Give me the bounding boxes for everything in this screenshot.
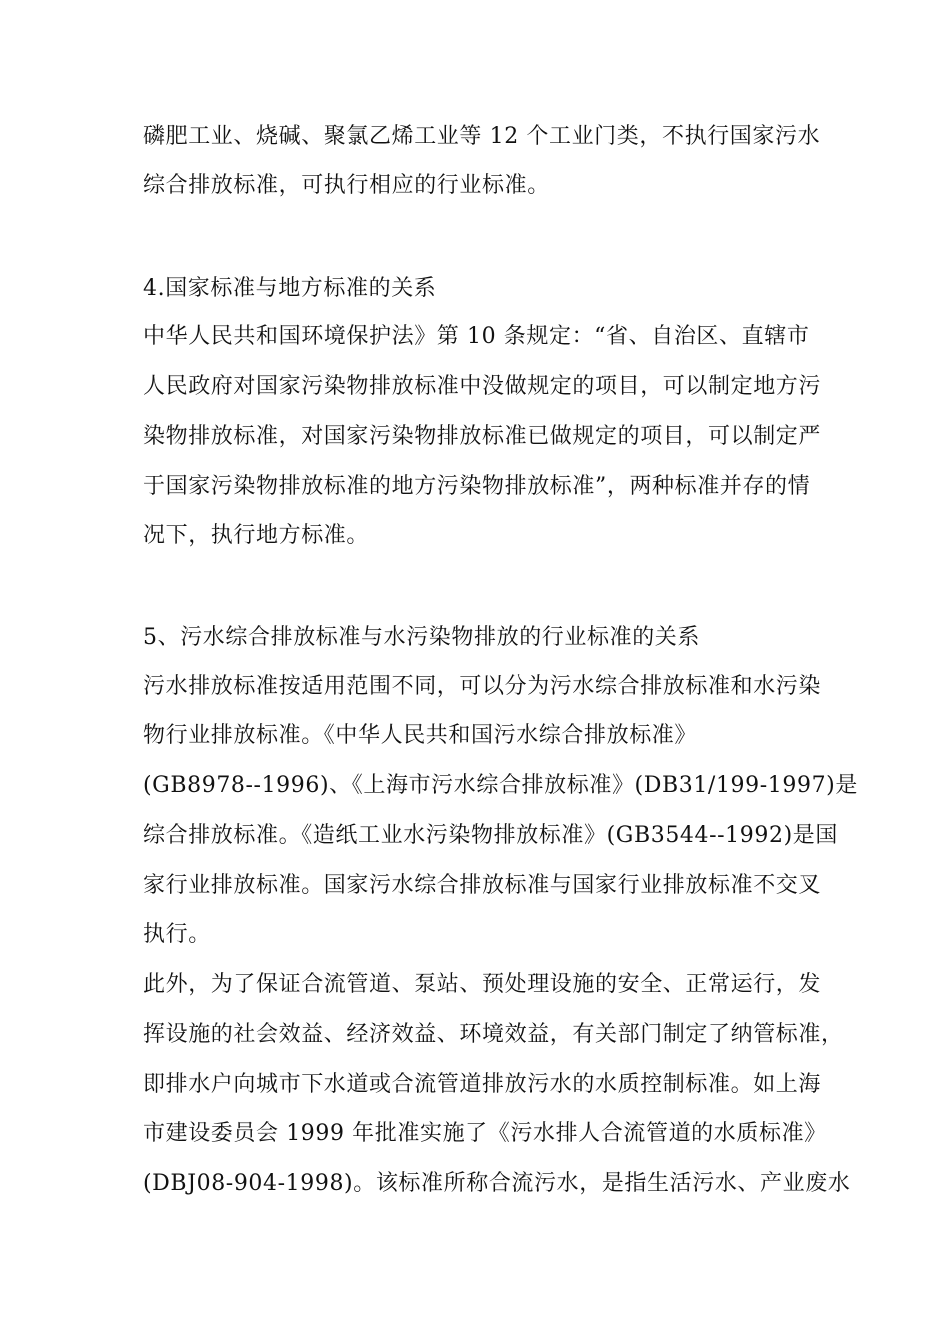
- text-line: 中华人民共和国环境保护法》第 10 条规定：“省、自治区、直辖市: [143, 324, 810, 349]
- text-line: 污水排放标准按适用范围不同，可以分为污水综合排放标准和水污染: [143, 674, 822, 699]
- text-line: (GB8978--1996)、《上海市污水综合排放标准》(DB31/199-1997)是: [143, 773, 858, 798]
- text-line: 人民政府对国家污染物排放标准中没做规定的项目，可以制定地方污: [143, 374, 822, 399]
- text-line: 即排水户向城市下水道或合流管道排放污水的水质控制标准。如上海: [143, 1072, 822, 1097]
- text-line: 此外，为了保证合流管道、泵站、预处理设施的安全、正常运行，发: [143, 972, 822, 997]
- text-line: 综合排放标准。《造纸工业水污染物排放标准》(GB3544--1992)是国: [143, 823, 838, 848]
- text-line: 况下，执行地方标准。: [143, 523, 370, 548]
- text-line: 挥设施的社会效益、经济效益、环境效益，有关部门制定了纳管标准，: [143, 1022, 844, 1047]
- text-line: 执行。: [143, 922, 211, 947]
- text-line: 磷肥工业、烧碱、聚氯乙烯工业等 12 个工业门类，不执行国家污水: [143, 124, 821, 149]
- text-line: 染物排放标准，对国家污染物排放标准已做规定的项目，可以制定严: [143, 424, 822, 449]
- section-heading: 5、污水综合排放标准与水污染物排放的行业标准的关系: [143, 625, 700, 650]
- text-line: 于国家污染物排放标准的地方污染物排放标准”，两种标准并存的情: [143, 474, 811, 499]
- text-line: 综合排放标准，可执行相应的行业标准。: [143, 173, 550, 198]
- text-line: 物行业排放标准。《中华人民共和国污水综合排放标准》: [143, 723, 698, 748]
- section-heading: 4.国家标准与地方标准的关系: [143, 276, 437, 301]
- text-line: 市建设委员会 1999 年批准实施了《污水排人合流管道的水质标准》: [143, 1121, 827, 1146]
- text-line: 家行业排放标准。国家污水综合排放标准与国家行业排放标准不交叉: [143, 873, 822, 898]
- text-line: (DBJ08-904-1998)。该标准所称合流污水，是指生活污水、产业废水: [143, 1171, 851, 1196]
